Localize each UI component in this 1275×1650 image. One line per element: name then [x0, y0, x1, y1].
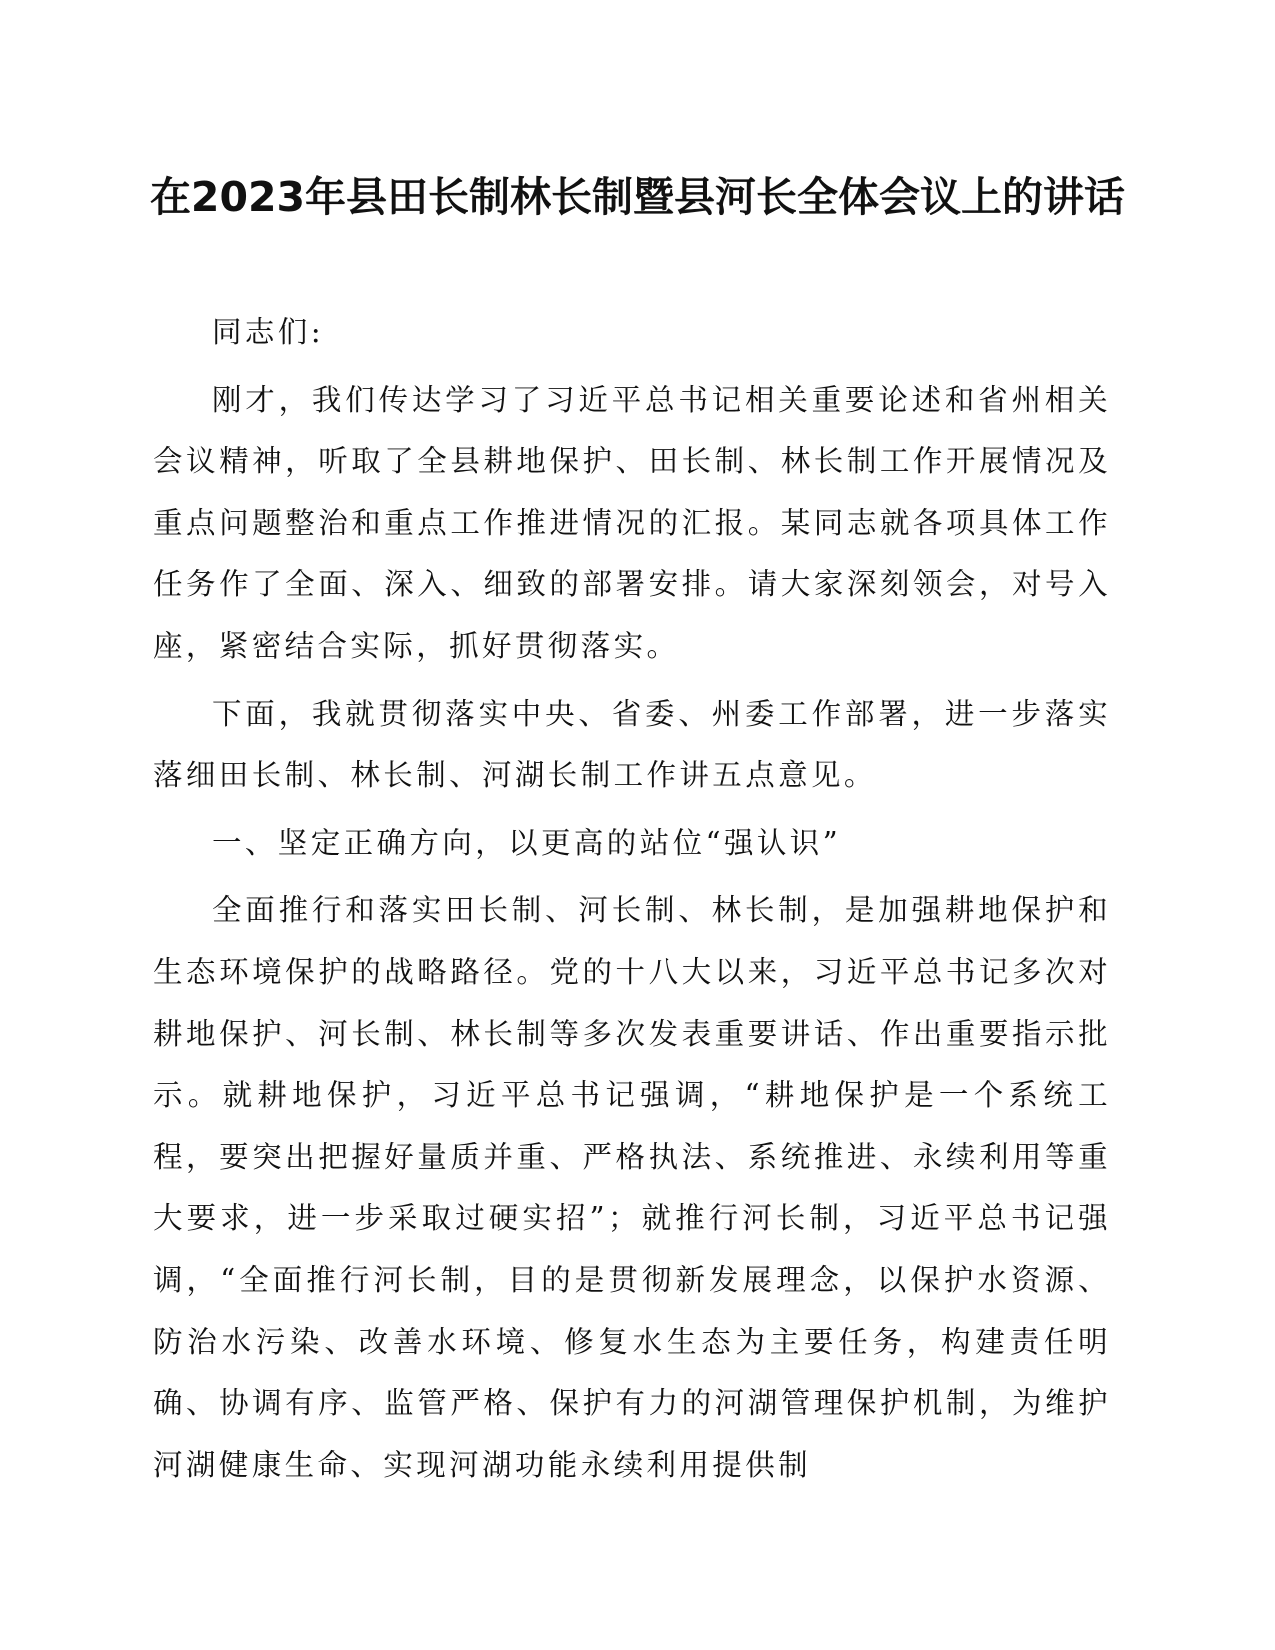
- document-title: 在2023年县田长制林长制暨县河长全体会议上的讲话: [149, 173, 1126, 221]
- paragraph-intro: 刚才，我们传达学习了习近平总书记相关重要论述和省州相关会议精神，听取了全县耕地保护、田长制、林长制工作开展情况及重点问题整治和重点工作推进情况的汇报。某同志就各项具体工作任务作了全面、深入、细致的部署安排。请大家深刻领会，对号入座，紧密结合实际，抓好贯彻落实。: [153, 382, 1111, 663]
- paragraph-outline: 下面，我就贯彻落实中央、省委、州委工作部署，进一步落实落细田长制、林长制、河湖长制工作讲五点意见。: [153, 696, 1111, 793]
- document-body: [153, 302, 1111, 1502]
- salutation: 同志们:: [212, 315, 325, 349]
- section-heading: 一、坚定正确方向，以更高的站位“强认识”: [212, 825, 842, 860]
- section-paragraph: 全面推行和落实田长制、河长制、林长制，是加强耕地保护和生态环境保护的战略路径。党的十八大以来，习近平总书记多次对耕地保护、河长制、林长制等多次发表重要讲话、作出重要指示批示。就耕地保护，习近平总书记强调，“耕地保护是一个系统工程，要突出把握好量质并重、严格执法、系统推进、永续利用等重大要求，进一步采取过硬实招”；就推行河长制，习近平总书记强调，“全面推行河长制，目的是贯彻新发展理念，以保护水资源、防治水污染、改善水环境、修复水生态为主要任务，构建责任明确、协调有序、监管严格、保护有力的河湖管理保护机制，为维护河湖健康生命、实现河湖功能永续利用提供制: [153, 893, 1111, 1482]
